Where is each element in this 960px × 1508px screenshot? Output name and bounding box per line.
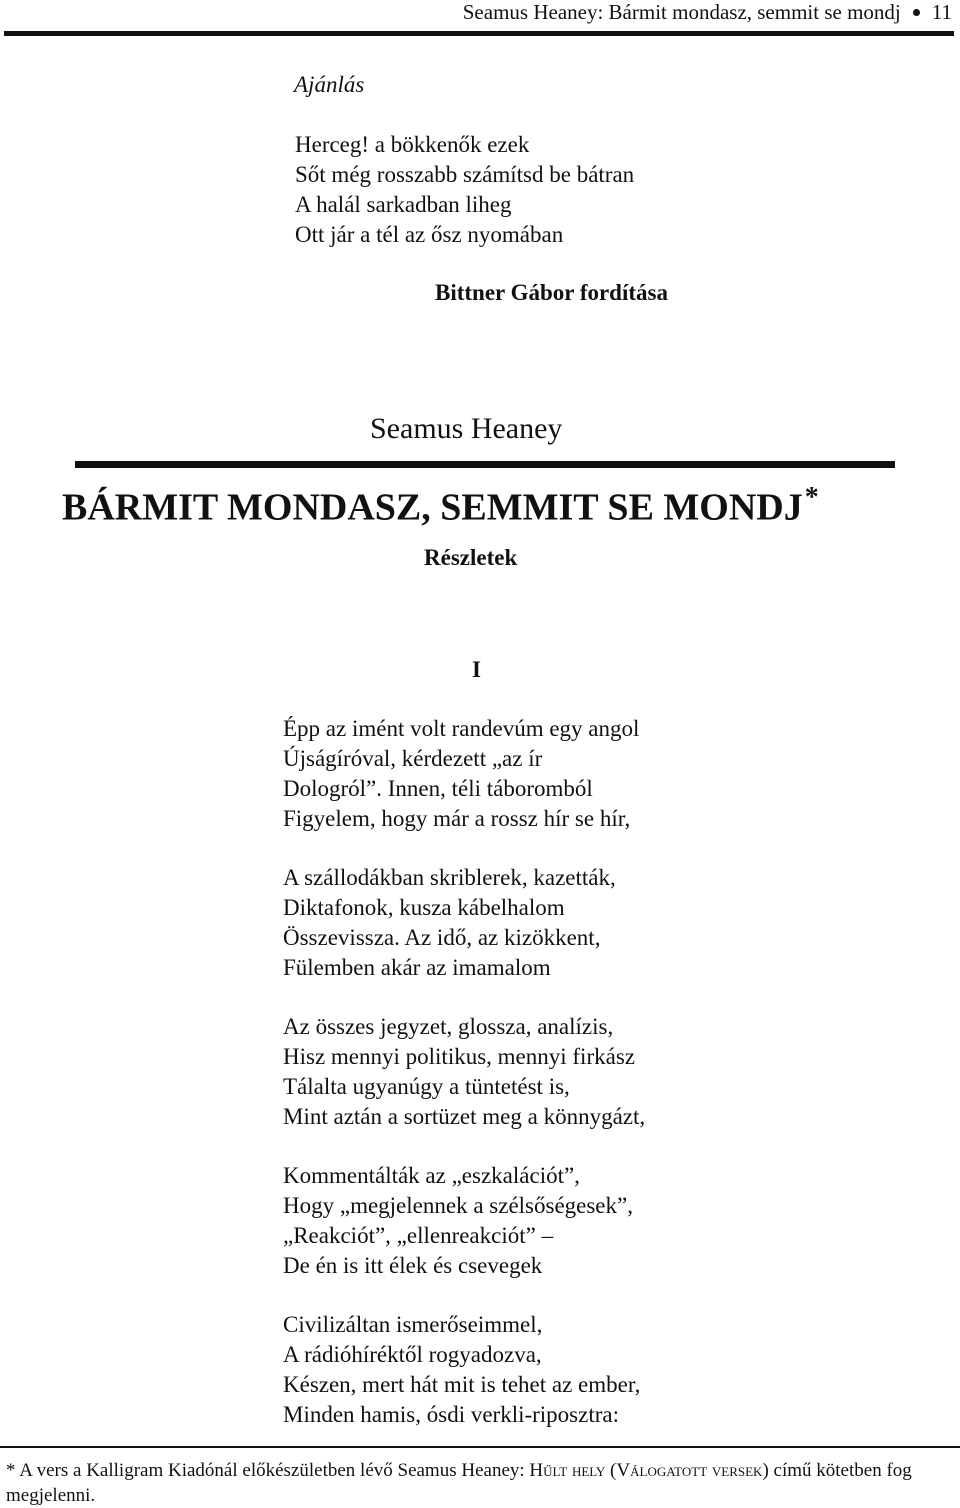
stanza bbox=[283, 1310, 645, 1430]
page-number: 11 bbox=[931, 0, 952, 24]
footnote-text: A vers a Kalligram Kiadónál előkészületben lévő Seamus Heaney: bbox=[19, 1460, 525, 1481]
verse-line: Sőt még rosszabb számítsd be bátran bbox=[295, 162, 635, 187]
stanza bbox=[283, 714, 645, 834]
header-rule bbox=[4, 31, 954, 36]
dedication-stanza bbox=[295, 130, 634, 250]
verse-line: Herceg! a bökkenők ezek bbox=[295, 132, 530, 157]
verse-line: „Reakciót”, „ellenreakciót” – bbox=[283, 1223, 554, 1248]
verse-line: Ott jár a tél az ősz nyomában bbox=[295, 222, 564, 247]
verse-line: De én is itt élek és csevegek bbox=[283, 1253, 543, 1278]
bullet-separator-icon bbox=[913, 9, 920, 16]
verse-line: Fülemben akár az imamalom bbox=[283, 955, 551, 980]
verse-line: Épp az imént volt randevúm egy angol bbox=[283, 716, 640, 741]
verse-line: Hisz mennyi politikus, mennyi firkász bbox=[283, 1044, 635, 1069]
running-header-title: Seamus Heaney: Bármit mondasz, semmit se mondj bbox=[462, 0, 901, 24]
running-header bbox=[463, 0, 952, 25]
verse-line: Újságíróval, kérdezett „az ír bbox=[283, 746, 543, 771]
poem-subtitle: Részletek bbox=[424, 545, 518, 570]
verse-line: Dologról”. Innen, téli táboromból bbox=[283, 776, 593, 801]
verse-line: Diktafonok, kusza kábelhalom bbox=[283, 895, 565, 920]
verse-line: A halál sarkadban liheg bbox=[295, 192, 512, 217]
verse-line: Kommentálták az „eszkalációt”, bbox=[283, 1163, 580, 1188]
poem-author: Seamus Heaney bbox=[370, 412, 563, 445]
title-rule bbox=[75, 461, 895, 468]
footnote-marker: * bbox=[804, 482, 819, 513]
footnote-text-end: című kötetben fog megjelenni. bbox=[6, 1460, 912, 1506]
poem-title-text: BÁRMIT MONDASZ, SEMMIT SE MONDJ bbox=[62, 486, 803, 529]
stanza bbox=[283, 1161, 645, 1281]
verse-line: Összevissza. Az idő, az kizökkent, bbox=[283, 925, 601, 950]
verse-line: A rádióhíréktől rogyadozva, bbox=[283, 1342, 542, 1367]
translator-credit: Bittner Gábor fordítása bbox=[435, 280, 668, 305]
verse-line: Mint aztán a sortüzet meg a könnygázt, bbox=[283, 1104, 646, 1129]
stanza bbox=[283, 1012, 645, 1132]
poem-title bbox=[62, 482, 819, 530]
footnote-marker: * bbox=[6, 1460, 16, 1481]
verse-line: Készen, mert hát mit is tehet az ember, bbox=[283, 1372, 641, 1397]
poem-body bbox=[283, 714, 645, 1430]
footnote bbox=[6, 1458, 956, 1508]
verse-line: Civilizáltan ismerőseimmel, bbox=[283, 1312, 543, 1337]
stanza bbox=[283, 863, 645, 983]
verse-line: Az összes jegyzet, glossza, analízis, bbox=[283, 1014, 614, 1039]
verse-line: Minden hamis, ósdi verkli-riposztra: bbox=[283, 1402, 619, 1427]
verse-line: A szállodákban skriblerek, kazetták, bbox=[283, 865, 616, 890]
verse-line: Hogy „megjelennek a szélsőségesek”, bbox=[283, 1193, 633, 1218]
footnote-rule bbox=[0, 1446, 960, 1448]
verse-line: Figyelem, hogy már a rossz hír se hír, bbox=[283, 806, 631, 831]
verse-line: Tálalta ugyanúgy a tüntetést is, bbox=[283, 1074, 570, 1099]
section-number: I bbox=[472, 657, 481, 682]
footnote-book-title: Hűlt hely (Válogatott versek) bbox=[529, 1460, 769, 1481]
dedication-title: Ajánlás bbox=[294, 72, 365, 97]
